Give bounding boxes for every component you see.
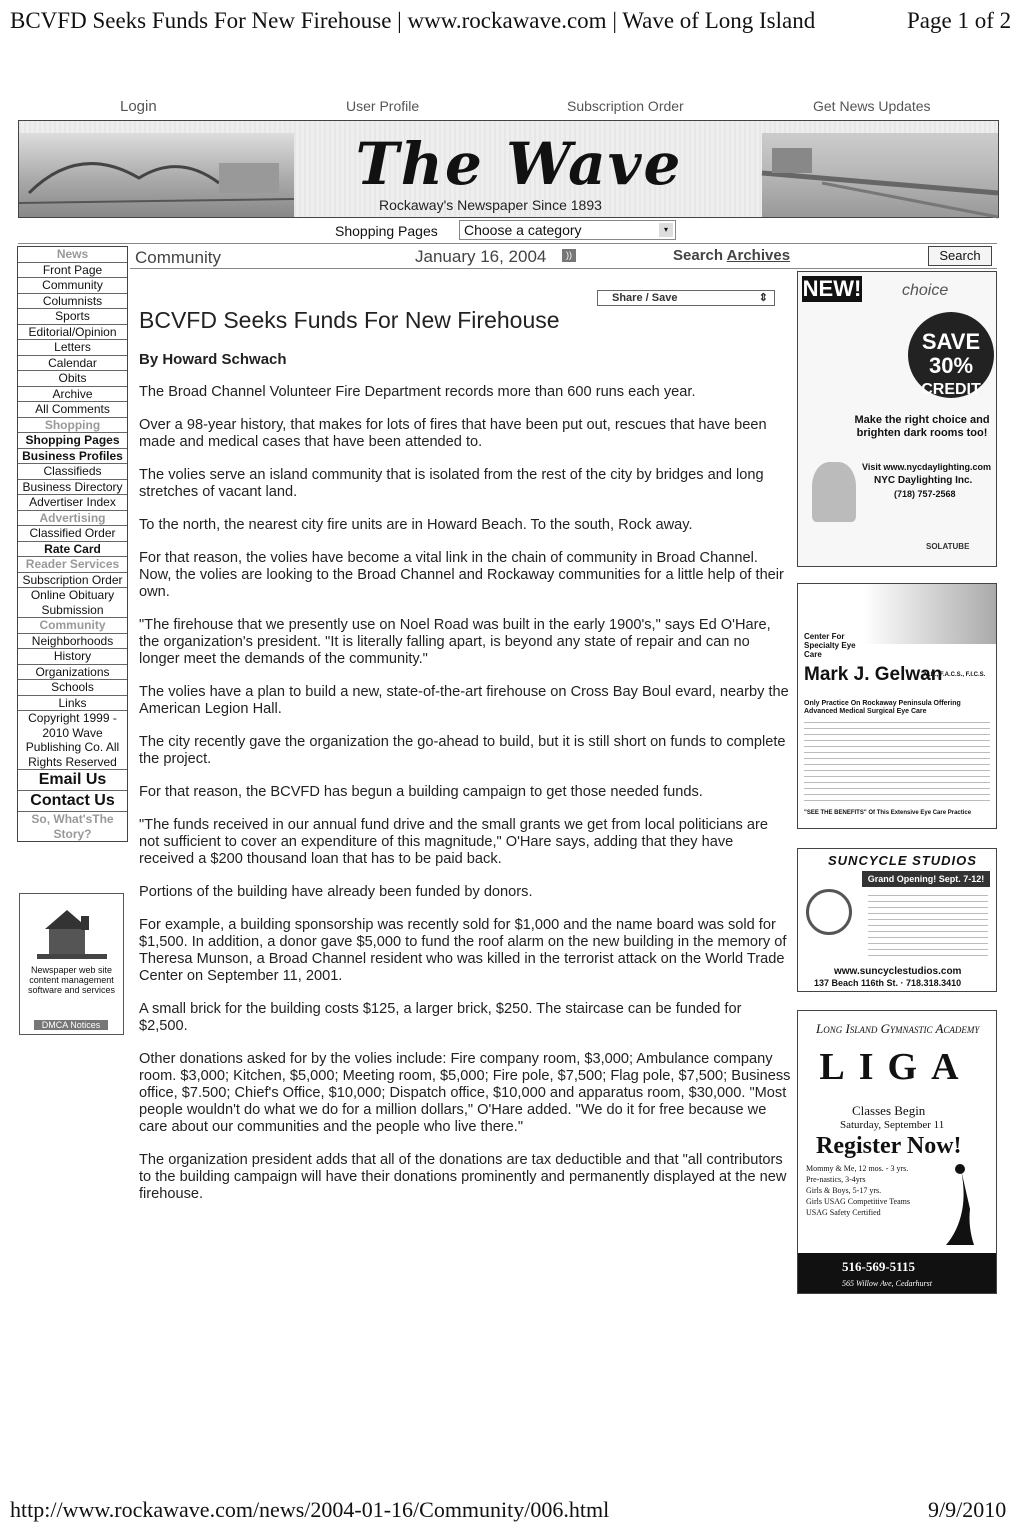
solatube-ad[interactable]	[797, 271, 997, 567]
header-divider	[18, 243, 997, 244]
sidebar-heading-shopping: Shopping	[18, 418, 127, 434]
ad4-logo: LIGA	[819, 1046, 973, 1088]
ad3-opening: Grand Opening! Sept. 7-12!	[862, 871, 990, 887]
house-icon	[37, 904, 107, 959]
shopping-pages-label: Shopping Pages	[335, 223, 438, 239]
ad2-doctor: Mark J. Gelwan	[804, 664, 943, 685]
ad4-classes: Classes Begin	[852, 1103, 926, 1118]
sidebar-item-classifieds[interactable]: Classifieds	[18, 464, 127, 480]
ad4-line: Pre-nastics, 3-4yrs	[806, 1175, 866, 1184]
share-chevron-icon: ⇕	[758, 292, 768, 304]
article-paragraph: "The funds received in our annual fund drive and the small grants we get from local politicians are not sufficient to cover an expenditure of this magnitude," O'Hare says, adding that they have received a $200 thousand loan that has to be paid back.	[139, 817, 768, 867]
gymnast-icon	[938, 1161, 982, 1247]
ad2-footer: "SEE THE BENEFITS" Of This Extensive Eye Care Practice	[804, 810, 972, 816]
masthead	[18, 120, 999, 218]
sidebar-nav	[17, 246, 128, 842]
article	[139, 306, 791, 1219]
article-paragraph: The organization president adds that all of the donations are tax deductible and that "all contributors to the building campaign will have their donations prominently and permanently displayed at the new firehouse.	[139, 1152, 787, 1202]
subscription-order-link[interactable]: Subscription Order	[567, 98, 684, 114]
ad2-fine-print	[804, 722, 990, 806]
ad1-company: NYC Daylighting Inc.	[874, 475, 973, 486]
sidebar-item-business-profiles[interactable]: Business Profiles	[18, 449, 127, 465]
sidebar-heading-reader-services: Reader Services	[18, 557, 127, 573]
ad4-line: Mommy & Me, 12 mos. - 3 yrs.	[806, 1164, 909, 1173]
sidebar-item-advertiser-index[interactable]: Advertiser Index	[18, 495, 127, 511]
ad3-name: SUNCYCLE STUDIOS	[828, 853, 977, 868]
get-news-updates-link[interactable]: Get News Updates	[813, 98, 931, 114]
boardwalk-photo-left	[19, 133, 294, 217]
search-button[interactable]: Search	[928, 246, 992, 266]
sidebar-item-shopping-pages[interactable]: Shopping Pages	[18, 433, 127, 449]
sidebar-item-contact-us[interactable]: Contact Us	[18, 791, 127, 812]
login-link[interactable]: Login	[120, 98, 157, 115]
sidebar-item-sports[interactable]: Sports	[18, 309, 127, 325]
sidebar-item-history[interactable]: History	[18, 649, 127, 665]
sidebar-item-whats-the-story[interactable]: So, What'sThe Story?	[31, 812, 114, 841]
sidebar-item-front-page[interactable]: Front Page	[18, 263, 127, 279]
article-paragraph: The city recently gave the organization the go-ahead to build, but it is still short on funds to complete the project.	[139, 734, 786, 767]
sidebar-item-rate-card[interactable]: Rate Card	[18, 542, 127, 558]
sidebar-heading-news: News	[18, 247, 127, 263]
sidebar-item-all-comments[interactable]: All Comments	[18, 402, 127, 418]
dmca-notices-link[interactable]: DMCA Notices	[34, 1020, 108, 1030]
sidebar-item-community[interactable]: Community	[18, 278, 127, 294]
masthead-tagline: Rockaway's Newspaper Since 1893	[379, 197, 602, 213]
article-paragraph: For that reason, the volies have become a vital link in the chain of community in Broad Channel. Now, the volies are looking to the Broad Channel and Rockaway communities for a little help of their own.	[139, 550, 784, 600]
bicycle-icon	[806, 889, 852, 935]
share-save-label: Share / Save	[612, 292, 678, 304]
share-save-button[interactable]	[597, 290, 775, 306]
sidebar-item-calendar[interactable]: Calendar	[18, 356, 127, 372]
search-label: Search	[673, 247, 724, 264]
print-url: http://www.rockawave.com/news/2004-01-16/Community/006.html	[10, 1497, 610, 1522]
sidebar-item-editorial-opinion[interactable]: Editorial/Opinion	[18, 325, 127, 341]
print-title: BCVFD Seeks Funds For New Firehouse | www.rockawave.com | Wave of Long Island	[10, 8, 816, 33]
ad1-woman-photo	[812, 462, 856, 522]
sidebar-item-archive[interactable]: Archive	[18, 387, 127, 403]
article-paragraph: "The firehouse that we presently use on Noel Road was built in the early 1900's," says Ed O'Hare, the organization's president. "It is literally falling apart, is beyond any state of repair and can no longer meet the demands of the community."	[139, 617, 771, 667]
section-bar	[130, 246, 997, 269]
suncycle-ad[interactable]	[797, 848, 997, 992]
ad4-academy: Long Island Gymnastic Academy	[816, 1021, 980, 1036]
the-wave-logo[interactable]: The Wave	[355, 130, 683, 198]
ad2-eye-photo	[864, 584, 996, 644]
sidebar-item-letters[interactable]: Letters	[18, 340, 127, 356]
ad2-tag: Only Practice On Rockaway Peninsula Offering Advanced Medical Surgical Eye Care	[804, 700, 961, 715]
category-select[interactable]	[459, 220, 676, 240]
article-paragraph: To the north, the nearest city fire units are in Howard Beach. To the south, Rock away.	[139, 517, 693, 533]
user-profile-link[interactable]: User Profile	[346, 98, 420, 114]
ad4-phone: 516-569-5115	[842, 1259, 915, 1274]
liga-gymnastics-ad[interactable]	[797, 1010, 997, 1294]
section-name: Community	[135, 248, 221, 267]
ad4-line: Girls & Boys, 5-17 yrs.	[806, 1186, 882, 1195]
cms-vendor-ad-text: Newspaper web site content management software and services	[27, 965, 116, 995]
ad4-address: 565 Willow Ave, Cedarhurst	[842, 1279, 932, 1288]
ad3-fine-print	[868, 895, 988, 959]
ad1-save: SAVE 30%	[921, 329, 981, 378]
cms-vendor-ad[interactable]	[19, 893, 124, 1035]
article-paragraph: The volies serve an island community that is isolated from the rest of the city by bridges and long stretches of vacant land.	[139, 467, 764, 500]
ad4-line: USAG Safety Certified	[806, 1208, 881, 1217]
search-archives-link[interactable]	[673, 247, 790, 264]
beach-photo-right	[762, 133, 998, 217]
archives-label[interactable]: Archives	[726, 247, 791, 264]
ad3-address: 137 Beach 116th St. · 718.318.3410	[814, 978, 962, 988]
article-title: BCVFD Seeks Funds For New Firehouse	[139, 307, 560, 333]
print-date: 9/9/2010	[928, 1497, 1007, 1522]
sidebar-copyright: Copyright 1999 - 2010 Wave Publishing Co. All Rights Reserved	[18, 711, 127, 770]
sidebar-item-subscription-order[interactable]: Subscription Order	[18, 573, 127, 589]
article-paragraph: For example, a building sponsorship was recently sold for $1,000 and the name board was sold for $1,500. In addition, a donor gave $5,000 to fund the roof alarm on the new building in the memory of Theresa Munson, a Broad Channel resident who was killed in the terrorist attack on the World Trade Center on September 11, 2001.	[139, 917, 787, 984]
article-paragraph: The Broad Channel Volunteer Fire Department records more than 600 runs each year.	[139, 384, 696, 400]
ad1-brand: choice	[902, 282, 949, 299]
sidebar-item-neighborhoods[interactable]: Neighborhoods	[18, 634, 127, 650]
ad4-date: Saturday, September 11	[840, 1119, 945, 1131]
article-paragraph: A small brick for the building costs $125, a larger brick, $250. The staircase can be funded for $2,500.	[139, 1001, 742, 1034]
article-paragraph: The volies have a plan to build a new, state-of-the-art firehouse on Cross Bay Boul evard, nearby the American Legion Hall.	[139, 684, 789, 717]
sidebar-item-schools[interactable]: Schools	[18, 680, 127, 696]
ad4-list	[806, 1163, 910, 1218]
ad1-web: Visit www.nycdaylighting.com	[862, 462, 992, 472]
chevron-down-icon[interactable]: ▾	[659, 223, 673, 237]
ad1-phone: (718) 757-2568	[894, 489, 956, 499]
issue-date: January 16, 2004	[415, 247, 547, 266]
ad1-credit: CREDIT	[921, 381, 981, 398]
sidebar-item-links[interactable]: Links	[18, 696, 127, 712]
sidebar-item-business-directory[interactable]: Business Directory	[18, 480, 127, 496]
sidebar-item-columnists[interactable]: Columnists	[18, 294, 127, 310]
sidebar-item-classified-order[interactable]: Classified Order	[18, 526, 127, 542]
article-paragraph: For that reason, the BCVFD has begun a building campaign to get those needed funds.	[139, 784, 703, 800]
ad4-cta: Register Now!	[816, 1133, 962, 1159]
sidebar-item-online-obituary[interactable]: Online Obituary Submission	[18, 588, 127, 618]
sidebar-item-organizations[interactable]: Organizations	[18, 665, 127, 681]
ad4-line: Girls USAG Competitive Teams	[806, 1197, 910, 1206]
sidebar-heading-advertising: Advertising	[18, 511, 127, 527]
article-byline: By Howard Schwach	[139, 351, 287, 368]
print-header	[10, 8, 1011, 34]
category-select-value: Choose a category	[464, 222, 582, 238]
sidebar-item-email-us[interactable]: Email Us	[18, 770, 127, 791]
top-links	[0, 98, 1000, 116]
sidebar-item-obits[interactable]: Obits	[18, 371, 127, 387]
article-paragraph: Over a 98-year history, that makes for lots of fires that have been put out, rescues that have been made and medical cases that have been attended to.	[139, 417, 767, 450]
ad1-new-badge: NEW!	[802, 276, 862, 301]
rss-icon[interactable]: ))	[562, 249, 576, 262]
print-footer	[10, 1497, 1007, 1523]
ad2-center: Center For Specialty Eye Care	[804, 632, 856, 659]
ad1-save-badge	[908, 312, 994, 398]
ad1-headline: Make the right choice and brighten dark rooms too!	[854, 414, 990, 439]
eye-care-ad[interactable]	[797, 583, 997, 829]
ad3-web: www.suncyclestudios.com	[834, 966, 962, 977]
article-paragraph: Portions of the building have already been funded by donors.	[139, 884, 533, 900]
print-page-number: Page 1 of 2	[907, 8, 1011, 33]
article-paragraph: Other donations asked for by the volies include: Fire company room, $3,000; Ambulance company room. $3,000; Kitchen, $5,000; Meeting room, $5,000; Fire pole, $7,500; Flag pole, $7,500; Business office, $7.500; Chief's Office, $10,000; Dispatch office, $10,000 and apparatus room, $30,000. "Most people wouldn't do what we do for a million dollars," O'Hare added. "We do it for free because we care about our communities and the people who live there."	[139, 1051, 791, 1135]
sidebar-heading-community: Community	[18, 618, 127, 634]
ad2-creds: M.D., F.A.C.S., F.I.C.S.	[924, 672, 986, 678]
ad1-maker: SOLATUBE	[926, 542, 970, 551]
